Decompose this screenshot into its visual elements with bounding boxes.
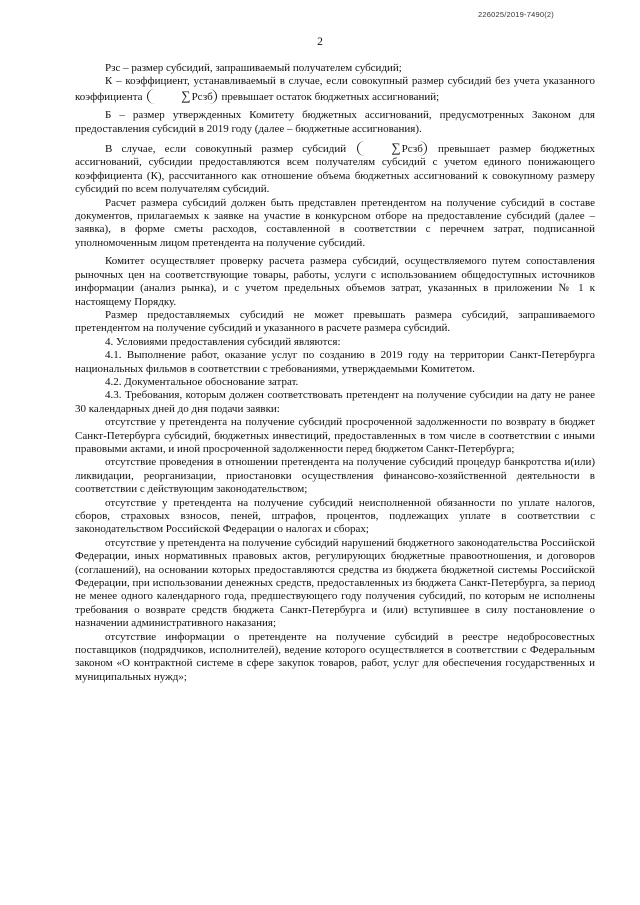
paragraph-requirement-debt: отсутствие у претендента на получение субсидий просроченной задолженности по возврату в бюджет Санкт-Петербурга субсидий, бюджетных инвестиций, предоставленных в том числе в соответствии с иными правовыми актами, и иной просроченной задолженности перед бюджетом Санкт-Петербурга;: [75, 416, 595, 455]
paragraph-budget: Б – размер утвержденных Комитету бюджетных ассигнований, предусмотренных Законом для предоставления субсидий в 2019 году (далее – бюджетные ассигнования).: [75, 109, 595, 135]
paragraph-coefficient-text: К – коэффициент, устанавливаемый в случае, если совокупный размер субсидий без учета указанного коэффициента: [75, 75, 595, 103]
sum-formula: [357, 141, 427, 156]
paragraph-requirement-registry: отсутствие информации о претенденте на получение субсидий в реестре недобросовестных поставщиков (подрядчиков, исполнителей), ведение которого осуществляется в соответствии с Федеральным законом «О контрактной системе в сфере закупок товаров, работ, услуг для обеспечения государственных и муниципальных нужд»;: [75, 630, 595, 683]
formula-variable: Рсзб: [191, 90, 213, 103]
paragraph-case-text-end: превышает размер бюджетных ассигнований, субсидии предоставляются всем получателям субсидий с учетом единого понижающего коэффициента (К), рассчитанного как отношение объема бюджетных ассигнований к совокупному размеру субсидий по всем получателям субсидий.: [75, 143, 596, 196]
paragraph-requirement-taxes: отсутствие у претендента на получение субсидий неисполненной обязанности по уплате налогов, сборов, страховых взносов, пеней, штрафов, процентов, подлежащих уплате в соответствии с законодательством Российской Федерации о налогах и сборах;: [75, 496, 595, 536]
document-body: [75, 62, 595, 684]
paragraph-calculation: Расчет размера субсидий должен быть представлен претендентом на получение субсидий в составе документов, прилагаемых к заявке на участие в конкурсном отборе на предоставление субсидий (далее – заявка), в форме сметы расходов, составленной в соответствии с перечнем затрат, подписанной уполномоченным лицом претендента на получение субсидий.: [75, 196, 595, 249]
paragraph-requirement-budget-violations: отсутствие у претендента на получение субсидий нарушений бюджетного законодательства Российской Федерации, иных нормативных правовых актов, регулирующих бюджетные правоотношения, и договоров (соглашений), на основании которых предоставляются средства из бюджета бюджетной системы Российской Федерации, при использовании денежных средств, предоставленных из бюджета Санкт-Петербурга, за период не менее одного календарного года, предшествующего году получения субсидий, по которым не исполнены требования о возврате средств бюджета Санкт-Петербурга и (или) вступившее в силу постановление о назначении административного наказания;: [75, 536, 595, 630]
paragraph-coefficient: [75, 75, 595, 104]
sigma-symbol: ∑: [391, 140, 401, 156]
paragraph-rzs: Рзс – размер субсидий, запрашиваемый получателем субсидий;: [105, 62, 402, 74]
paragraph-4-2: 4.2. Документальное обоснование затрат.: [105, 375, 299, 388]
paragraph-requirement-bankruptcy: отсутствие проведения в отношении претендента на получение субсидий процедур банкротства и(или) ликвидации, реорганизации, приостановки осуществления финансово-хозяйственной деятельности в соответствии с действующим законодательством;: [75, 456, 595, 496]
paragraph-4-3: 4.3. Требования, которым должен соответствовать претендент на получение субсидии на дату не ранее 30 календарных дней до дня подачи заявки:: [75, 389, 595, 415]
paragraph-conditions-heading: 4. Условиями предоставления субсидий являются:: [105, 335, 341, 348]
paragraph-coefficient-text-end: превышает остаток бюджетных ассигнований;: [221, 90, 440, 103]
paragraph-4-1: 4.1. Выполнение работ, оказание услуг по созданию в 2019 году на территории Санкт-Петербурга национальных фильмов в соответствии с требованиями, утверждаемыми Комитетом.: [75, 349, 595, 375]
sum-formula: [147, 89, 217, 104]
paragraph-verification: Комитет осуществляет проверку расчета размера субсидий, осуществляемого путем сопоставления рыночных цен на соответствующие товары, работы, услуги с использованием общедоступных источников информации (анализ рынка), и с учетом предельных объемов затрат, указанных в приложении № 1 к настоящему Порядку.: [75, 255, 595, 308]
paragraph-limit: Размер предоставляемых субсидий не может превышать размера субсидий, запрашиваемого претендентом на получение субсидий и указанного в расчете размера субсидий.: [75, 308, 595, 335]
paragraph-case-text: В случае, если совокупный размер субсидий: [105, 143, 347, 156]
formula-variable: Рсзб: [401, 143, 423, 156]
sigma-symbol: ∑: [181, 87, 191, 103]
page-number: 2: [317, 36, 323, 48]
document-number: 226025/2019-7490(2): [478, 10, 554, 19]
paragraph-case: [75, 141, 595, 197]
